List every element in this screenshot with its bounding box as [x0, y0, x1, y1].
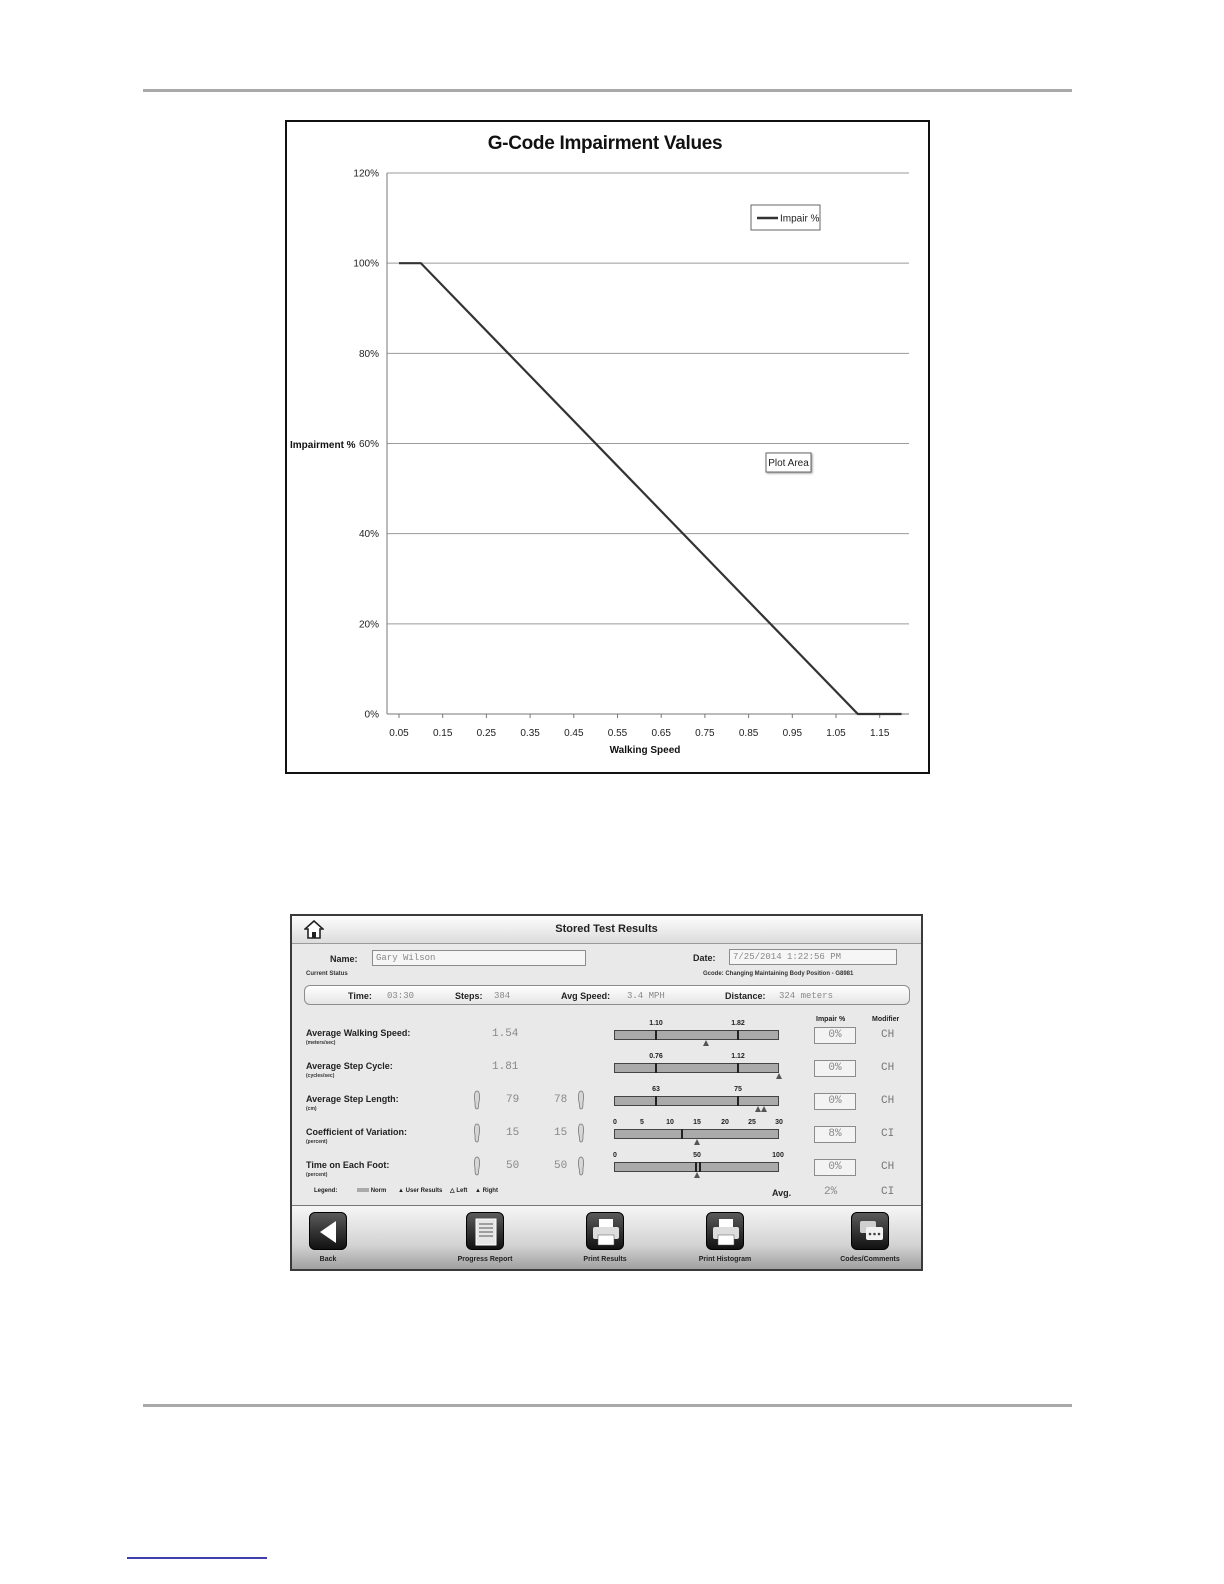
x-tick-label: 0.45 [564, 728, 584, 739]
codes-comments-button[interactable] [851, 1212, 889, 1250]
header-rule [143, 89, 1072, 92]
impair-value: 0% [814, 1093, 856, 1110]
comments-icon [852, 1213, 890, 1251]
user-result-marker [776, 1073, 782, 1079]
x-tick-label: 0.05 [389, 728, 409, 739]
left-foot-icon [473, 1123, 481, 1143]
right-marker [761, 1106, 767, 1112]
norm-bar: 63 75 [614, 1096, 779, 1106]
left-foot-icon [473, 1090, 481, 1110]
footer-rule [143, 1404, 1072, 1407]
row-unit: (cm) [306, 1106, 317, 1112]
row-label: Average Walking Speed: [306, 1028, 411, 1038]
modifier-value: CH [881, 1062, 895, 1074]
right-value: 78 [554, 1094, 568, 1106]
left-value: 79 [506, 1094, 520, 1106]
legend-right: Right [482, 1188, 498, 1194]
x-tick-label: 1.15 [869, 728, 890, 739]
modifier-value: CH [881, 1029, 895, 1041]
x-tick-label: 0.95 [782, 728, 803, 739]
row-unit: (cycles/sec) [306, 1073, 335, 1079]
print-results-button[interactable] [586, 1212, 624, 1250]
footer-link-underline[interactable] [127, 1557, 267, 1559]
avg-speed-label: Avg Speed: [561, 991, 611, 1001]
back-arrow-icon [310, 1213, 348, 1251]
printer-icon [587, 1213, 625, 1251]
triangle-icon: ▲ [398, 1188, 404, 1194]
left-value: 50 [506, 1160, 520, 1172]
impair-column-header: Impair % [816, 1016, 846, 1023]
y-axis-label: Impairment % [290, 440, 356, 451]
report-icon [467, 1213, 505, 1251]
print-histogram-label: Print Histogram [698, 1256, 752, 1263]
metric-value: 1.81 [492, 1061, 519, 1073]
user-result-marker [703, 1040, 709, 1046]
norm-bar: 0 50 100 [614, 1162, 779, 1172]
steps-value: 384 [494, 991, 511, 1001]
printer-icon [707, 1213, 745, 1251]
distance-label: Distance: [725, 991, 766, 1001]
avg-label: Avg. [772, 1188, 792, 1198]
y-tick-label: 80% [358, 348, 379, 360]
left-value: 15 [506, 1127, 520, 1139]
chart-title: G-Code Impairment Values [487, 133, 723, 154]
avg-value: 2% [824, 1186, 838, 1198]
triangle-icon: ▲ [474, 1188, 481, 1194]
name-field[interactable]: Gary Wilson [372, 950, 586, 966]
name-label: Name: [330, 954, 358, 964]
right-foot-icon [577, 1156, 585, 1176]
user-result-marker [694, 1139, 700, 1145]
impair-value: 0% [814, 1060, 856, 1077]
legend [314, 1187, 498, 1194]
x-tick-label: 0.75 [695, 728, 715, 739]
row-label: Coefficient of Variation: [306, 1127, 408, 1137]
legend-left: Left [456, 1188, 468, 1194]
print-results-label: Print Results [583, 1256, 627, 1263]
right-value: 50 [554, 1160, 568, 1172]
progress-report-button[interactable] [466, 1212, 504, 1250]
y-tick-label: 60% [358, 439, 379, 450]
impair-value: 0% [814, 1027, 856, 1044]
progress-report-label: Progress Report [457, 1256, 513, 1263]
legend-user: User Results [405, 1188, 443, 1194]
row-unit: (percent) [306, 1172, 328, 1178]
right-foot-icon [577, 1090, 585, 1110]
norm-bar: 0.76 1.12 [614, 1063, 779, 1073]
steps-label: Steps: [455, 991, 483, 1001]
legend-norm: Norm [370, 1188, 387, 1194]
plot-area-label: Plot Area [768, 458, 809, 469]
modifier-value: CH [881, 1095, 895, 1107]
modifier-column-header: Modifier [872, 1016, 900, 1023]
metric-value: 1.54 [492, 1028, 519, 1040]
norm-swatch [357, 1188, 369, 1192]
title-bar [292, 916, 921, 944]
print-histogram-button[interactable] [706, 1212, 744, 1250]
y-tick-label: 100% [353, 258, 379, 270]
impair-value: 0% [814, 1159, 856, 1176]
x-tick-label: 0.65 [651, 728, 671, 739]
triangle-icon: △ [450, 1188, 455, 1194]
y-tick-label: 0% [364, 709, 379, 721]
distance-value: 324 meters [779, 991, 834, 1001]
y-tick-label: 20% [358, 619, 379, 631]
row-unit: (meters/sec) [306, 1040, 336, 1046]
impair-value: 8% [814, 1126, 856, 1143]
norm-bar: 0 5 10 15 20 25 30 [614, 1129, 779, 1139]
norm-bar: 1.10 1.82 [614, 1030, 779, 1040]
row-label: Average Step Length: [306, 1094, 399, 1104]
modifier-value: CH [881, 1161, 895, 1173]
legend-entry: Impair % [780, 213, 820, 225]
current-status-label: Current Status [306, 971, 348, 977]
back-button[interactable] [309, 1212, 347, 1250]
window-title: Stored Test Results [555, 923, 658, 935]
x-tick-label: 0.55 [607, 728, 628, 739]
x-axis-label: Walking Speed [609, 745, 681, 756]
gcode-text: Gcode: Changing Maintaining Body Position - G8981 [703, 971, 854, 977]
y-tick-label: 40% [358, 529, 379, 541]
y-tick-label: 120% [353, 168, 379, 180]
right-foot-icon [577, 1123, 585, 1143]
chart-legend [751, 205, 820, 230]
x-tick-label: 1.05 [826, 728, 846, 739]
bottom-toolbar [292, 1205, 921, 1271]
avg-speed-value: 3.4 MPH [627, 991, 665, 1001]
row-label: Time on Each Foot: [306, 1160, 390, 1170]
legend-title: Legend: [314, 1188, 338, 1194]
x-tick-label: 0.85 [738, 728, 759, 739]
date-field[interactable]: 7/25/2014 1:22:56 PM [729, 949, 897, 965]
back-label: Back [319, 1256, 337, 1263]
series-line [399, 263, 902, 714]
modifier-value: CI [881, 1128, 895, 1140]
time-value: 03:30 [387, 991, 415, 1001]
time-label: Time: [348, 991, 372, 1001]
x-tick-label: 0.35 [520, 728, 540, 739]
row-label: Average Step Cycle: [306, 1061, 393, 1071]
x-tick-label: 0.15 [432, 728, 453, 739]
summary-bar [304, 985, 910, 1005]
chart-canvas [287, 122, 932, 776]
right-value: 15 [554, 1127, 568, 1139]
left-foot-icon [473, 1156, 481, 1176]
plot-area-tooltip [766, 453, 811, 472]
row-unit: (percent) [306, 1139, 328, 1145]
user-result-marker [694, 1172, 700, 1178]
date-label: Date: [693, 953, 716, 963]
x-tick-label: 0.25 [476, 728, 497, 739]
codes-comments-label: Codes/Comments [840, 1256, 900, 1263]
stored-test-results-window [290, 914, 923, 1271]
avg-modifier: CI [881, 1186, 895, 1198]
impairment-chart [285, 120, 930, 774]
